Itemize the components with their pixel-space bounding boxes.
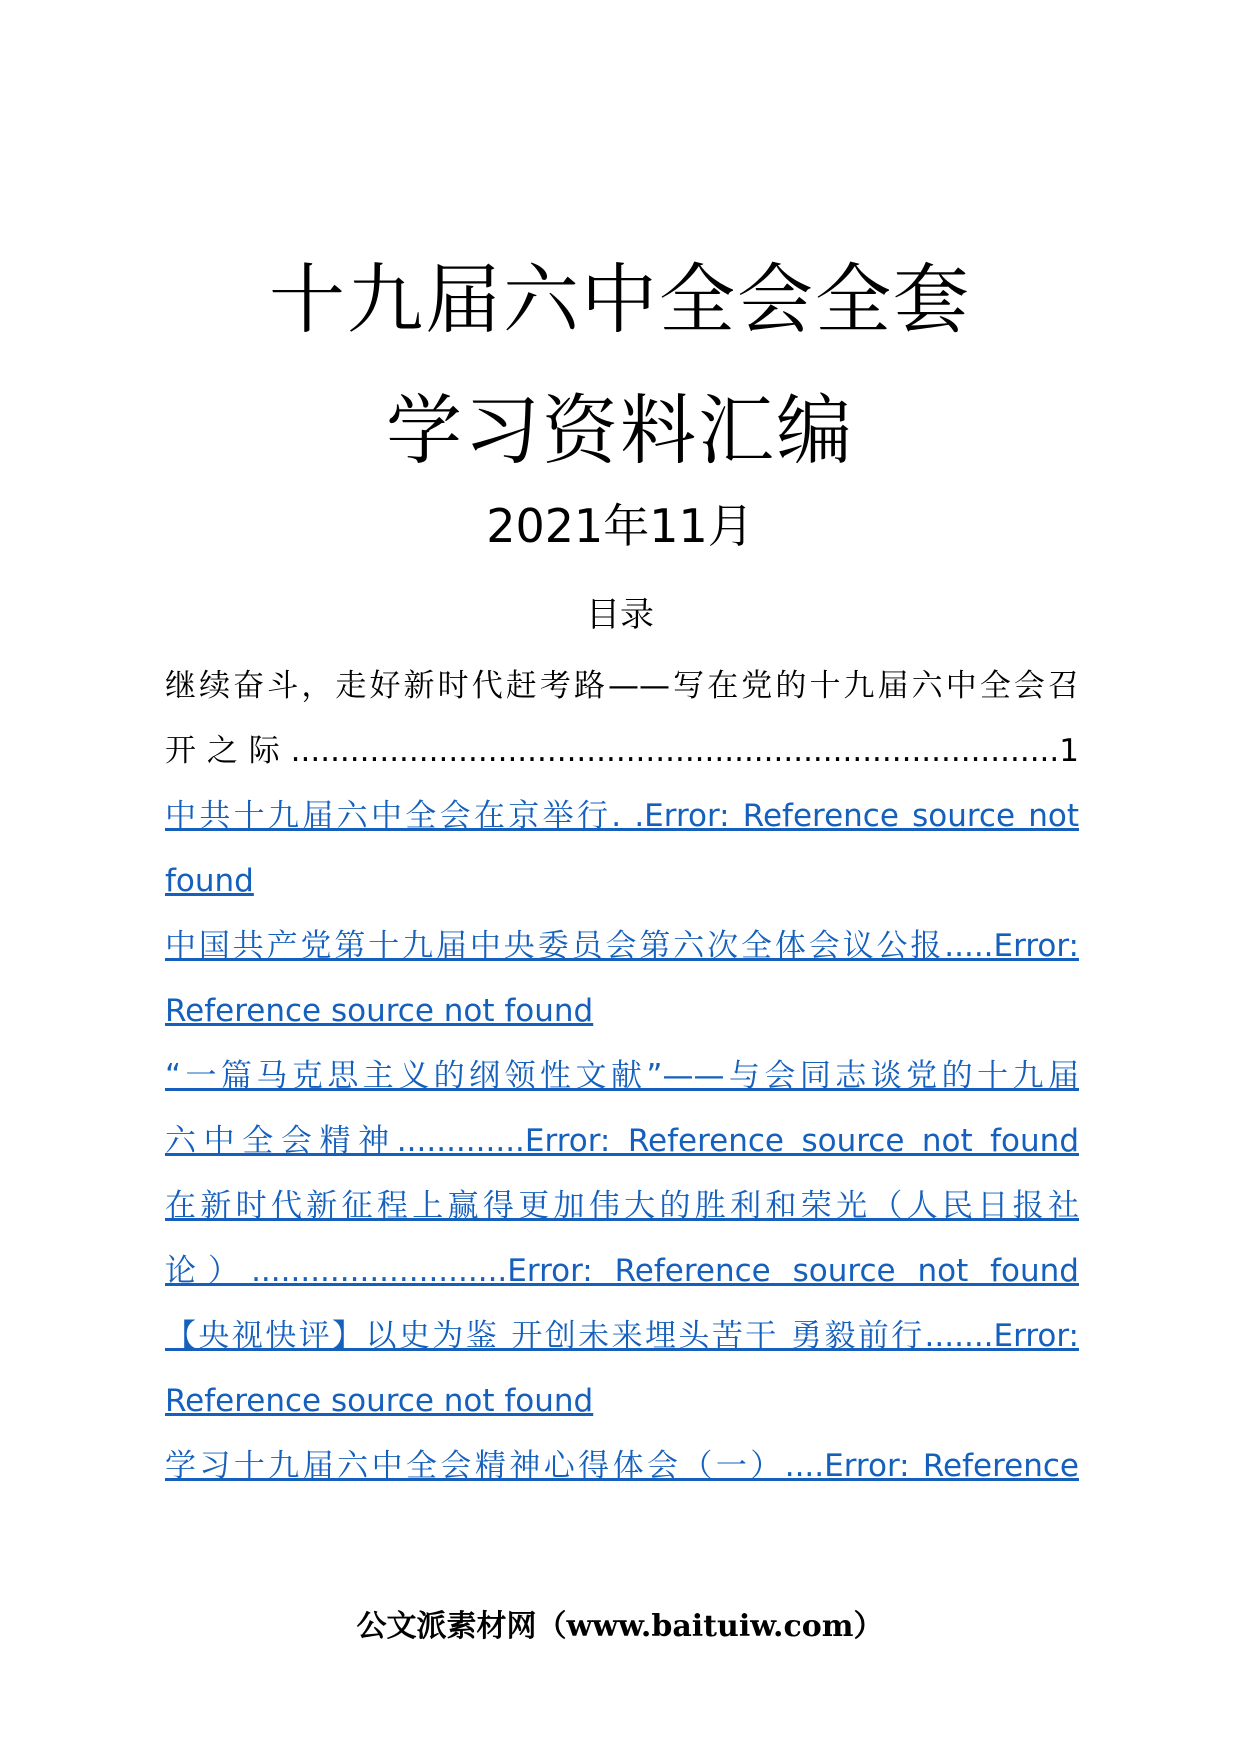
toc-entry-3-line-1[interactable]: 中国共产党第十九届中央委员会第六次全体会议公报.....Error: (165, 928, 1079, 964)
toc-entry-1-line-2: 开之际..............................................................................1 (165, 733, 1079, 769)
toc-entry-4-line-1[interactable]: “一篇马克思主义的纲领性文献”——与会同志谈党的十九届 (165, 1058, 1079, 1094)
document-title-line-2: 学习资料汇编 (386, 386, 854, 475)
toc-entry-7-line-1[interactable]: 学习十九届六中全会精神心得体会（一）....Error: Reference (165, 1448, 1079, 1484)
toc-entry-6-line-2[interactable]: Reference source not found (165, 1383, 594, 1419)
toc-entry-2-line-1[interactable]: 中共十九届六中全会在京举行. .Error: Reference source not (165, 798, 1079, 834)
toc-entry-5-line-1[interactable]: 在新时代新征程上赢得更加伟大的胜利和荣光（人民日报社 (165, 1188, 1079, 1224)
toc-entry-2-line-2[interactable]: found (165, 863, 254, 899)
footer-watermark: 公文派素材网（www.baituiw.com） (356, 1609, 884, 1644)
document-date: 2021年11月 (486, 499, 754, 553)
toc-entry-5-line-2[interactable]: 论）..........................Error: Reference source not found (165, 1253, 1079, 1289)
toc-entry-1-line-1: 继续奋斗，走好新时代赶考路——写在党的十九届六中全会召 (165, 668, 1079, 704)
toc-entry-6-line-1[interactable]: 【央视快评】以史为鉴 开创未来埋头苦干 勇毅前行.......Error: (165, 1318, 1079, 1354)
toc-heading: 目录 (586, 595, 654, 635)
toc-entry-3-line-2[interactable]: Reference source not found (165, 993, 594, 1029)
table-of-contents (165, 654, 1079, 1499)
toc-entry-4-line-2[interactable]: 六中全会精神.............Error: Reference source not found (165, 1123, 1079, 1159)
document-title-line-1: 十九届六中全会全套 (269, 255, 971, 344)
